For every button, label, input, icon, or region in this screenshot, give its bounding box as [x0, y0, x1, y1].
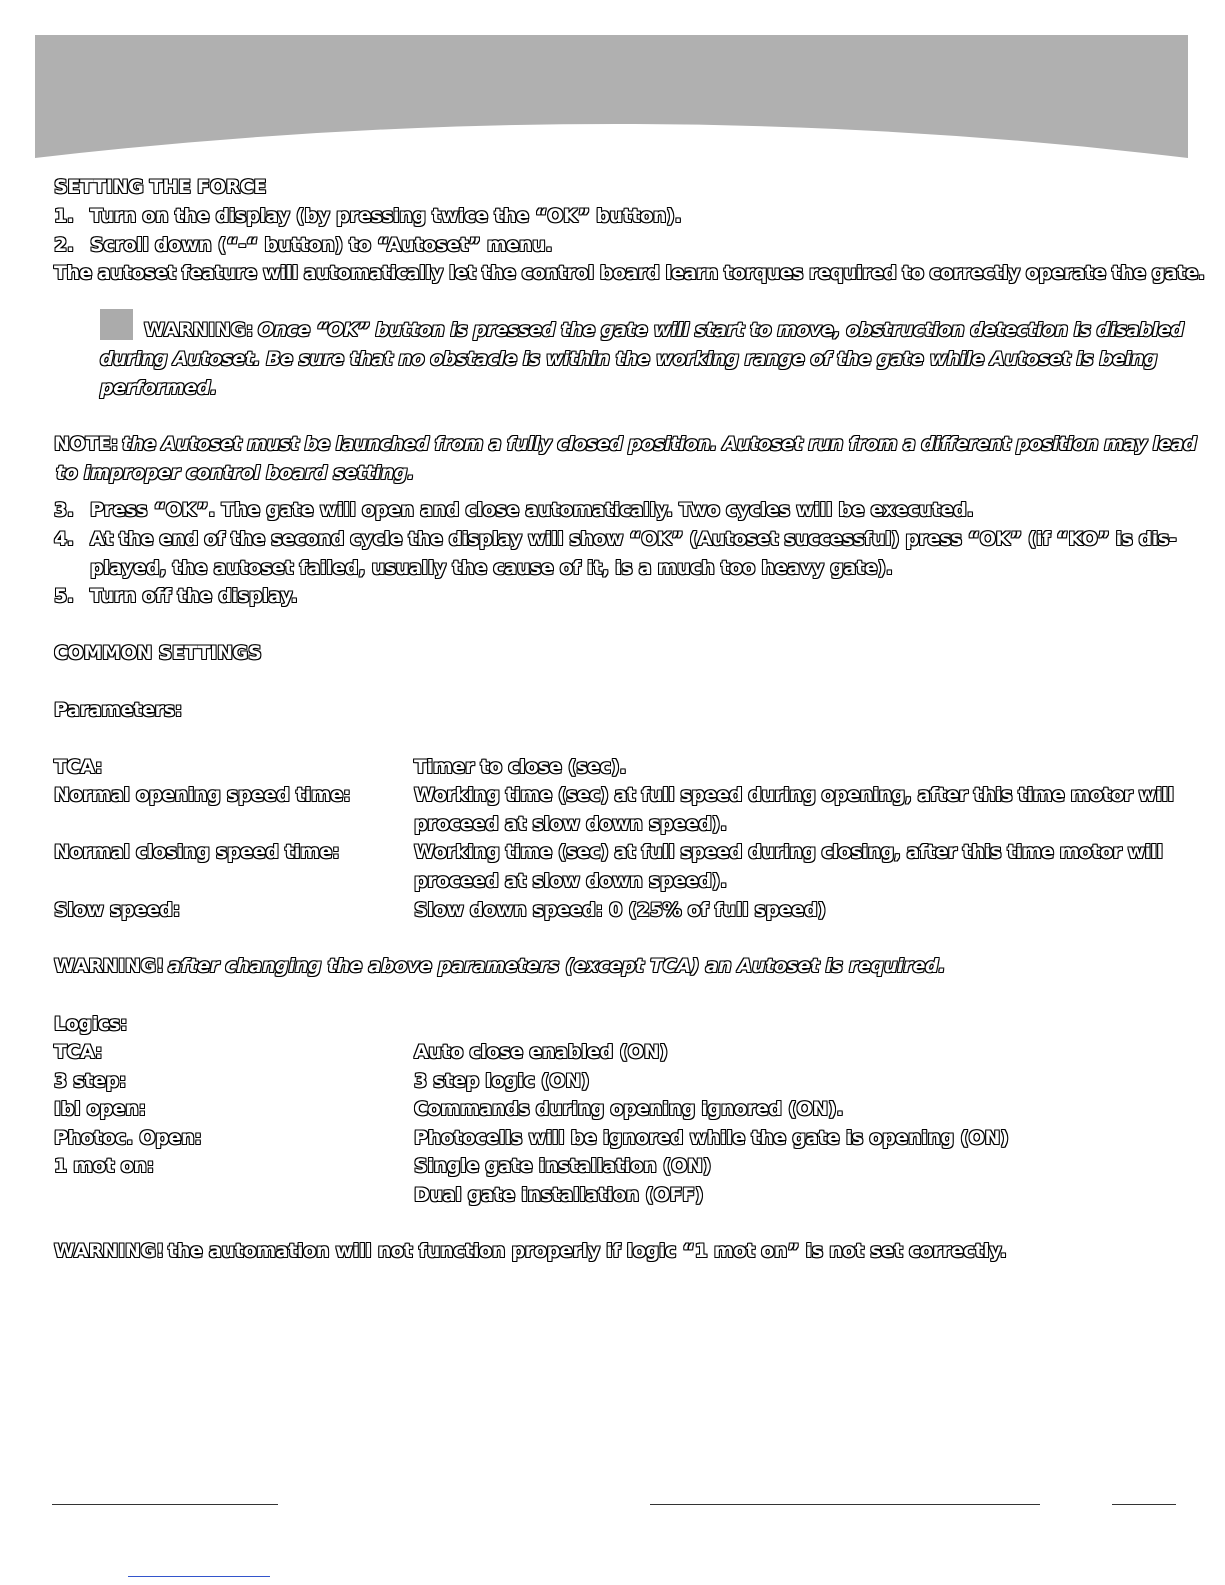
note-text-line2: to improper control board setting.: [56, 462, 415, 484]
step-4-text-line1: At the end of the second cycle the display will show “OK” (Autoset successful) press “OK” (if “KO” is dis-: [90, 528, 1177, 550]
param-desc-continued: proceed at slow down speed).: [414, 870, 727, 892]
warning-label: WARNING!: [54, 955, 165, 977]
step-number: 1.: [54, 205, 74, 227]
warning-text-line1: Once “OK” button is pressed the gate will start to move, obstruction detection is disabled: [258, 319, 1184, 341]
warning-text-line3: performed.: [100, 377, 218, 399]
step-number: 3.: [54, 499, 74, 521]
header-banner: [0, 0, 1225, 170]
logic-name: 3 step:: [54, 1070, 127, 1092]
footer-link-underline: [128, 1576, 270, 1577]
footer-rule-middle: [650, 1504, 1040, 1505]
step-4-text-line2: played, the autoset failed, usually the cause of it, is a much too heavy gate).: [90, 557, 893, 579]
logic-name: Photoc. Open:: [54, 1127, 202, 1149]
warning-text: after changing the above parameters (except TCA) an Autoset is required.: [168, 955, 946, 977]
param-name: Normal opening speed time:: [54, 784, 351, 806]
footer-rule-right: [1112, 1504, 1176, 1505]
note-label: NOTE:: [54, 433, 119, 455]
logic-desc: 3 step logic (ON): [414, 1070, 590, 1092]
warning-square-icon: [100, 309, 133, 340]
logic-desc: Single gate installation (ON): [414, 1155, 711, 1177]
warning-text: the automation will not function properly if logic “1 mot on” is not set correctly.: [168, 1240, 1007, 1262]
parameters-heading: Parameters:: [54, 699, 183, 721]
param-desc: Timer to close (sec).: [414, 756, 627, 778]
warning-label: WARNING!: [54, 1240, 165, 1262]
logic-desc: Dual gate installation (OFF): [414, 1184, 704, 1206]
logic-name: Ibl open:: [54, 1098, 146, 1120]
logic-name: TCA:: [54, 1041, 103, 1063]
step-3-text: Press “OK”. The gate will open and close automatically. Two cycles will be executed.: [90, 499, 974, 521]
logics-heading: Logics:: [54, 1013, 128, 1035]
autoset-intro: The autoset feature will automatically let the control board learn torques required to correctly operate the gate.: [54, 262, 1205, 284]
logic-desc: Auto close enabled (ON): [414, 1041, 668, 1063]
heading-setting-the-force: SETTING THE FORCE: [54, 176, 267, 198]
step-number: 2.: [54, 234, 74, 256]
footer-rule-left: [52, 1504, 278, 1505]
param-desc: Working time (sec) at full speed during closing, after this time motor will: [414, 841, 1163, 863]
step-2-text: Scroll down (“-“ button) to “Autoset” menu.: [90, 234, 553, 256]
step-1-text: Turn on the display (by pressing twice the “OK” button).: [90, 205, 682, 227]
heading-common-settings: COMMON SETTINGS: [54, 642, 262, 664]
step-5-text: Turn off the display.: [90, 585, 298, 607]
note-text-line1: the Autoset must be launched from a fully closed position. Autoset run from a different position may lead: [122, 433, 1197, 455]
param-desc: Working time (sec) at full speed during opening, after this time motor will: [414, 784, 1174, 806]
logic-desc: Photocells will be ignored while the gate is opening (ON): [414, 1127, 1009, 1149]
step-number: 4.: [54, 528, 74, 550]
param-desc: Slow down speed: 0 (25% of full speed): [414, 899, 826, 921]
param-name: Slow speed:: [54, 899, 180, 921]
param-name: TCA:: [54, 756, 103, 778]
param-name: Normal closing speed time:: [54, 841, 340, 863]
logic-desc: Commands during opening ignored (ON).: [414, 1098, 844, 1120]
step-number: 5.: [54, 585, 74, 607]
warning-label: WARNING:: [144, 319, 254, 341]
logic-name: 1 mot on:: [54, 1155, 154, 1177]
warning-text-line2: during Autoset. Be sure that no obstacle is within the working range of the gate while Autoset is being: [100, 348, 1157, 370]
param-desc-continued: proceed at slow down speed).: [414, 813, 727, 835]
